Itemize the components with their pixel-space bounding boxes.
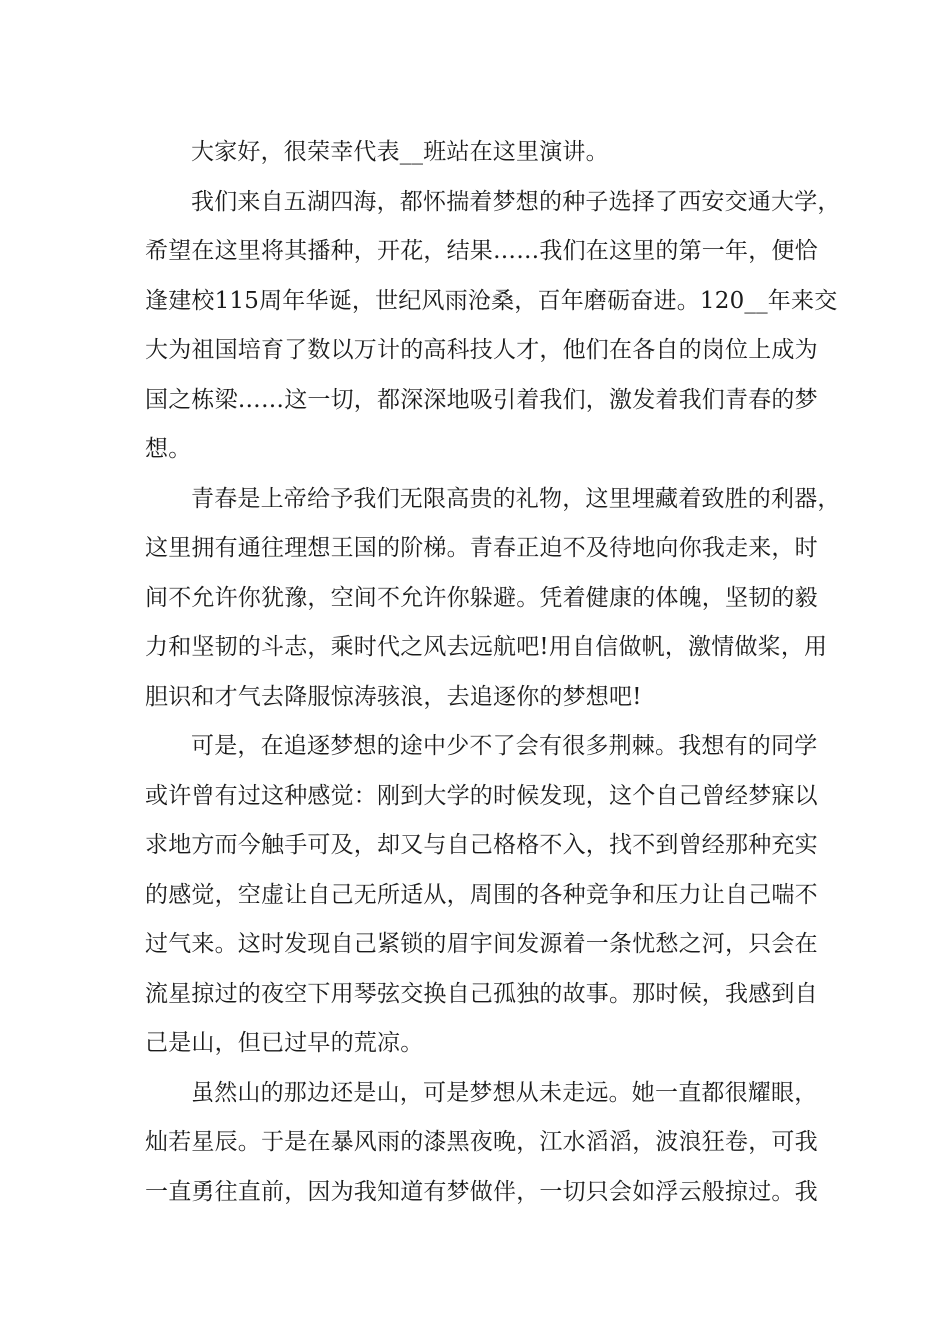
text-line: 己是山，但已过早的荒凉。: [145, 1030, 424, 1056]
text-line: 力和坚韧的斗志，乘时代之风去远航吧!用自信做帆，激情做桨，用: [145, 634, 828, 660]
text-line: 逢建校115周年华诞，世纪风雨沧桑，百年磨砺奋进。120__年来交: [145, 287, 838, 314]
text-line: 求地方而今触手可及，却又与自己格格不入，找不到曾经那种充实: [145, 832, 818, 858]
speech-text: [145, 128, 841, 1217]
text-line: 过气来。这时发现自己紧锁的眉宇间发源着一条忧愁之河，只会在: [145, 931, 818, 957]
text-line: 青春是上帝给予我们无限高贵的礼物，这里埋藏着致胜的利器，: [191, 485, 841, 512]
text-line: 大为祖国培育了数以万计的高科技人才，他们在各自的岗位上成为: [145, 337, 818, 363]
text-line: 一直勇往直前，因为我知道有梦做伴，一切只会如浮云般掠过。我: [145, 1178, 818, 1205]
text-line: 胆识和才气去降服惊涛骇浪，去追逐你的梦想吧!: [145, 683, 642, 710]
text-line: 想。: [145, 436, 192, 462]
text-line: 虽然山的那边还是山，可是梦想从未走远。她一直都很耀眼，: [191, 1079, 818, 1106]
text-line: 我们来自五湖四海，都怀揣着梦想的种子选择了西安交通大学，: [191, 188, 841, 215]
text-line: 灿若星辰。于是在暴风雨的漆黑夜晚，江水滔滔，波浪狂卷，可我: [145, 1129, 818, 1155]
text-line: 希望在这里将其播种，开花，结果……我们在这里的第一年，便恰: [145, 238, 818, 264]
text-line: 的感觉，空虚让自己无所适从，周围的各种竞争和压力让自己喘不: [145, 881, 818, 908]
text-line: 间不允许你犹豫，空间不允许你躲避。凭着健康的体魄，坚韧的毅: [145, 584, 818, 611]
text-line: 可是，在追逐梦想的途中少不了会有很多荆棘。我想有的同学: [191, 733, 818, 759]
text-line: 流星掠过的夜空下用琴弦交换自己孤独的故事。那时候，我感到自: [145, 980, 818, 1007]
text-line: 或许曾有过这种感觉：刚到大学的时候发现，这个自己曾经梦寐以: [145, 782, 818, 809]
text-line: 这里拥有通往理想王国的阶梯。青春正迫不及待地向你我走来，时: [145, 535, 818, 561]
text-line: 大家好，很荣幸代表__班站在这里演讲。: [191, 139, 609, 165]
text-line: 国之栋梁……这一切，都深深地吸引着我们，激发着我们青春的梦: [145, 386, 818, 413]
